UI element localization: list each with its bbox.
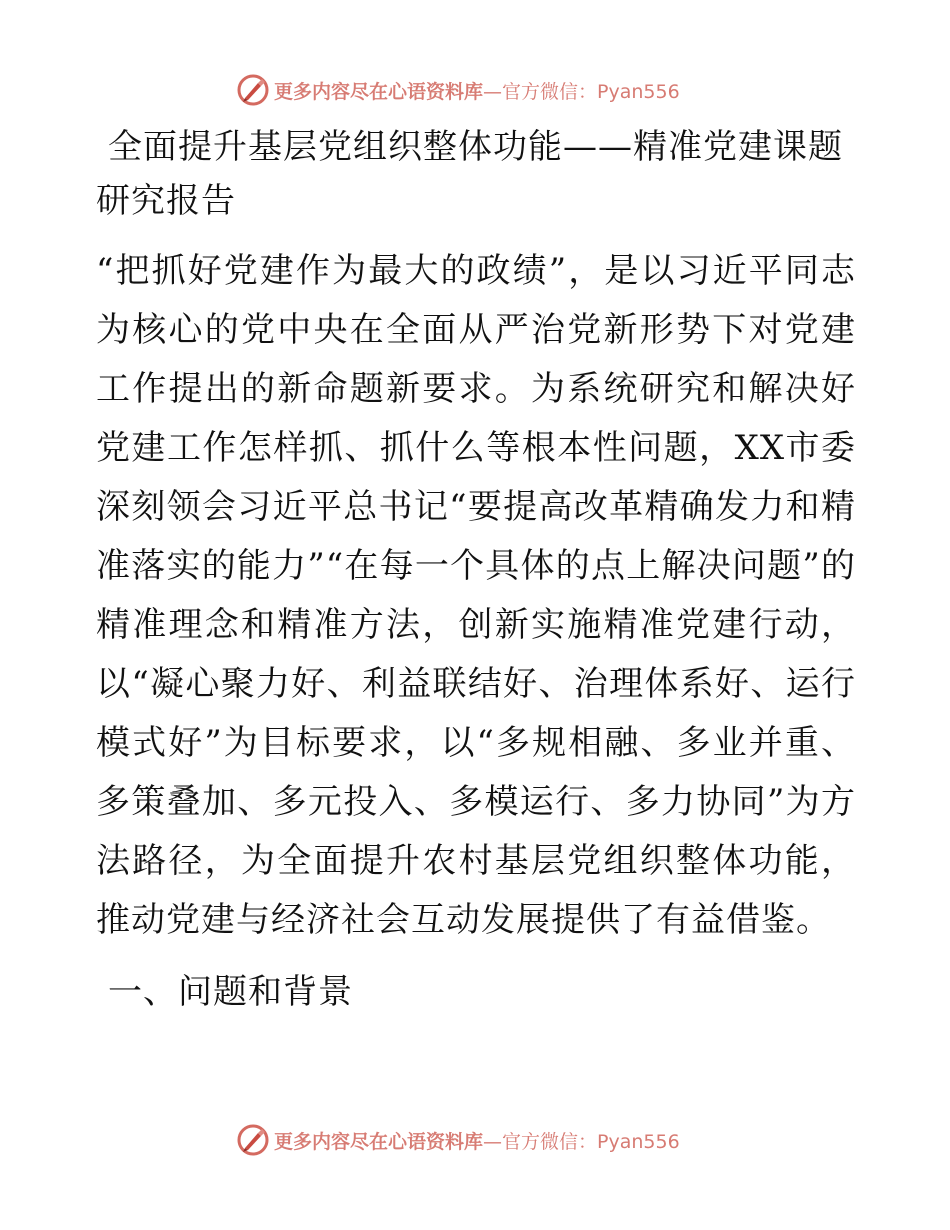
pen-logo-icon — [236, 73, 270, 107]
watermark-wechat: —官方微信：Pyan556 — [483, 1130, 680, 1153]
document-title: 全面提升基层党组织整体功能——精准党建课题研究报告 — [96, 127, 843, 221]
watermark-text: 更多内容尽在心语资料库 — [274, 1130, 484, 1153]
watermark-footer — [236, 1122, 680, 1158]
watermark-text: 更多内容尽在心语资料库 — [274, 80, 484, 103]
intro-paragraph: “把抓好党建作为最大的政绩”，是以习近平同志为核心的党中央在全面从严治党新形势下对党建工作提出的新命题新要求。为系统研究和解决好党建工作怎样抓、抓什么等根本性问题，XX市委深刻领会习近平总书记“要提高改革精确发力和精准落实的能力”“在每一个具体的点上解决问题”的精准理念和精准方法，创新实施精准党建行动，以“凝心聚力好、利益联结好、治理体系好、运行模式好”为目标要求，以“多规相融、多业并重、多策叠加、多元投入、多模运行、多力协同”为方法路径，为全面提升农村基层党组织整体功能，推动党建与经济社会互动发展提供了有益借鉴。 — [96, 251, 856, 940]
watermark-wechat: —官方微信：Pyan556 — [483, 80, 680, 103]
document-body — [96, 120, 856, 1022]
watermark-header — [236, 72, 680, 108]
pen-logo-icon — [236, 1123, 270, 1157]
section-heading-1: 一、问题和背景 — [108, 972, 353, 1012]
